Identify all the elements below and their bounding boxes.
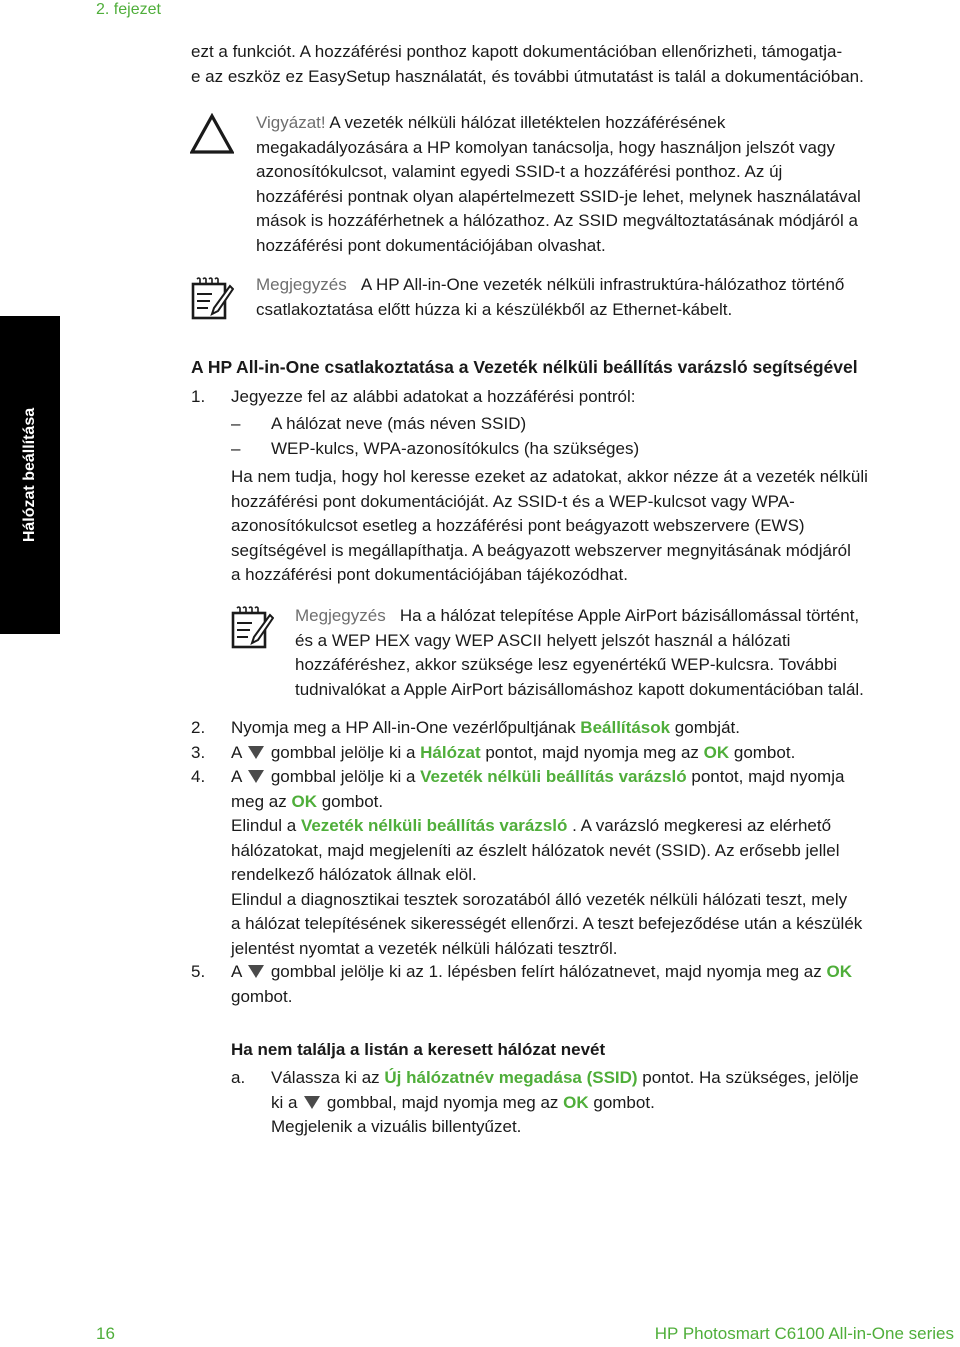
paragraph-line: segítségével is megállapíthatja. A beágyazott webszerver megnyitásának módjáról (231, 540, 851, 560)
note-block (256, 273, 956, 322)
paragraph-line: gombot. (231, 986, 293, 1006)
dash-bullet: – (231, 414, 241, 433)
page-number: 16 (96, 1324, 115, 1343)
caution-label: Vigyázat! (256, 113, 326, 132)
bullet-item: A hálózat neve (más néven SSID) (271, 414, 527, 433)
menu-option-highlight: Vezeték nélküli beállítás varázsló (300, 816, 568, 835)
section-heading: A HP All-in-One csatlakoztatása a Vezeték nélküli beállítás varázsló segítségével (191, 357, 858, 377)
intro-line: ezt a funkciót. A hozzáférési ponthoz kapott dokumentációban ellenőrizheti, támogatja- (191, 42, 843, 61)
warning-triangle-icon (190, 113, 234, 157)
note-text: A HP All-in-One vezeték nélküli infrastruktúra-hálózathoz történő (360, 275, 845, 294)
note-label: Megjegyzés (295, 606, 386, 625)
note-text: és a WEP HEX vagy WEP ASCII helyett jelszót használ a hálózati (295, 630, 791, 650)
caution-text: megakadályozására a HP komolyan tanácsolja, hogy használjon jelszót vagy (256, 137, 835, 157)
menu-option-highlight: Beállítások (580, 718, 671, 737)
down-arrow-icon (248, 770, 264, 783)
dash-bullet: – (231, 439, 241, 458)
note-pad-icon (190, 276, 234, 320)
ok-button-label: OK (563, 1092, 589, 1112)
intro-paragraph (191, 40, 951, 89)
caution-text: hozzáférési pont dokumentációjában olvashat. (256, 235, 606, 255)
substep-letter: a. (231, 1068, 246, 1087)
paragraph-line: rendelkező hálózatok állnak elöl. (231, 865, 477, 884)
product-title: HP Photosmart C6100 All-in-One series (654, 1324, 954, 1343)
paragraph-line: a hálózat telepítésének sikerességét ellenőrzi. A teszt befejeződése után a készülék (231, 914, 863, 933)
chapter-header: 2. fejezet (96, 1, 161, 18)
menu-option-highlight: Vezeték nélküli beállítás varázsló (420, 767, 687, 786)
paragraph-line: a hozzáférési pont dokumentációjában tájékozódhat. (231, 565, 628, 584)
bullet-item: WEP-kulcs, WPA-azonosítókulcs (ha szükséges) (271, 439, 640, 458)
step5-block: A gombbal jelölje ki az 1. lépésben felírt hálózatnevet, majd nyomja meg az OK gombot. (231, 960, 956, 1009)
note-block (295, 604, 957, 702)
ok-button-label: OK (291, 791, 317, 811)
step-number: 4. (191, 767, 206, 786)
paragraph-line: Megjelenik a vizuális billentyűzet. (271, 1117, 522, 1136)
menu-option-highlight: Hálózat (420, 743, 481, 762)
step1-paragraph (231, 465, 956, 588)
substep-block: Válassza ki az Új hálózatnév megadása (SSID) pontot. Ha szükséges, jelölje ki a gombbal, majd nyomja meg az OK gombot. Megjelenik a vizuális billentyűzet. (271, 1066, 960, 1140)
step4-block: A gombbal jelölje ki a Vezeték nélküli beállítás varázsló pontot, majd nyomja meg az OK gombot. Elindul a Vezeték nélküli beállítás varázsló . A varázsló megkeresi az elérhető hálózatokat, majd megjeleníti az észlelt hálózatok nevét (SSID). Az erősebb jellel rendelkező hálózatok állnak elöl. Elindul a diagnosztikai tesztek sorozatából álló vezeték nélküli hálózati teszt, mely a hálózat telepítésének sikerességét ellenőrzi. A teszt befejeződése után a készülék jelentést nyomtat a vezeték nélküli hálózati tesztről. (231, 765, 956, 961)
step-text: Jegyezze fel az alábbi adatokat a hozzáférési pontról: (231, 387, 636, 406)
paragraph-line: azonosítókulcsot esetleg a hozzáférési pont beágyazott webszervere (EWS) (231, 516, 805, 535)
side-tab-label: Hálózat beállítása (20, 407, 38, 543)
step-text: Nyomja meg a HP All-in-One vezérlőpultjának Beállítások gombját. (231, 718, 740, 737)
step-number: 3. (191, 743, 206, 762)
ok-button-label: OK (703, 743, 730, 762)
paragraph-line: hálózatokat, majd megjeleníti az észlelt hálózatok nevét (SSID). Az erősebb jellel (231, 840, 840, 860)
paragraph-line: Elindul a diagnosztikai tesztek sorozatából álló vezeték nélküli hálózati teszt, mely (231, 889, 848, 909)
caution-text: mások is hozzáférhetnek a hálózathoz. Az SSID megváltoztatásának módjáról a (256, 211, 858, 230)
note-text: tudnivalókat a Apple AirPort bázisállomáshoz kapott dokumentációban talál. (295, 679, 864, 699)
down-arrow-icon (304, 1096, 320, 1109)
note-label: Megjegyzés (256, 275, 347, 294)
step-number: 1. (191, 387, 206, 406)
paragraph-line: jelentést nyomtat a vezeték nélküli hálózati tesztről. (231, 938, 618, 958)
intro-line: e az eszköz ez EasySetup használatát, és további útmutatást is talál a dokumentációban. (191, 66, 864, 86)
caution-text: azonosítókulcsot, valamint egyedi SSID-t a hozzáférési ponthoz. Az új (256, 162, 783, 181)
paragraph-line: hozzáférési pont dokumentációját. Az SSID-t és a WEP-kulcsot vagy WPA- (231, 491, 795, 511)
caution-block (256, 111, 956, 258)
note-text: hozzáféréshez, akkor szüksége lesz egyenértékű WEP-kulcsra. További (295, 655, 838, 674)
note-pad-icon (230, 605, 274, 649)
caution-text: A vezeték nélküli hálózat illetéktelen hozzáférésének (325, 113, 726, 132)
note-text: Ha a hálózat telepítése Apple AirPort bázisállomással történt, (399, 606, 860, 625)
side-tab (0, 316, 60, 634)
paragraph-line: Ha nem tudja, hogy hol keresse ezeket az adatokat, akkor nézze át a vezeték nélküli (231, 467, 868, 486)
subheading: Ha nem találja a listán a keresett hálózat nevét (231, 1040, 606, 1059)
step-text: A gombbal jelölje ki a Hálózat pontot, majd nyomja meg az OK gombot. (231, 743, 796, 762)
down-arrow-icon (248, 746, 264, 759)
note-text: csatlakoztatása előtt húzza ki a készülékből az Ethernet-kábelt. (256, 299, 733, 319)
menu-option-highlight: Új hálózatnév megadása (SSID) (384, 1068, 638, 1087)
ok-button-label: OK (826, 962, 852, 981)
down-arrow-icon (248, 965, 264, 978)
caution-text: hozzáférési pontnak olyan alapértelmezett SSID-je lehet, melynek használatával (256, 186, 861, 206)
step-number: 2. (191, 718, 206, 737)
step-number: 5. (191, 962, 206, 981)
